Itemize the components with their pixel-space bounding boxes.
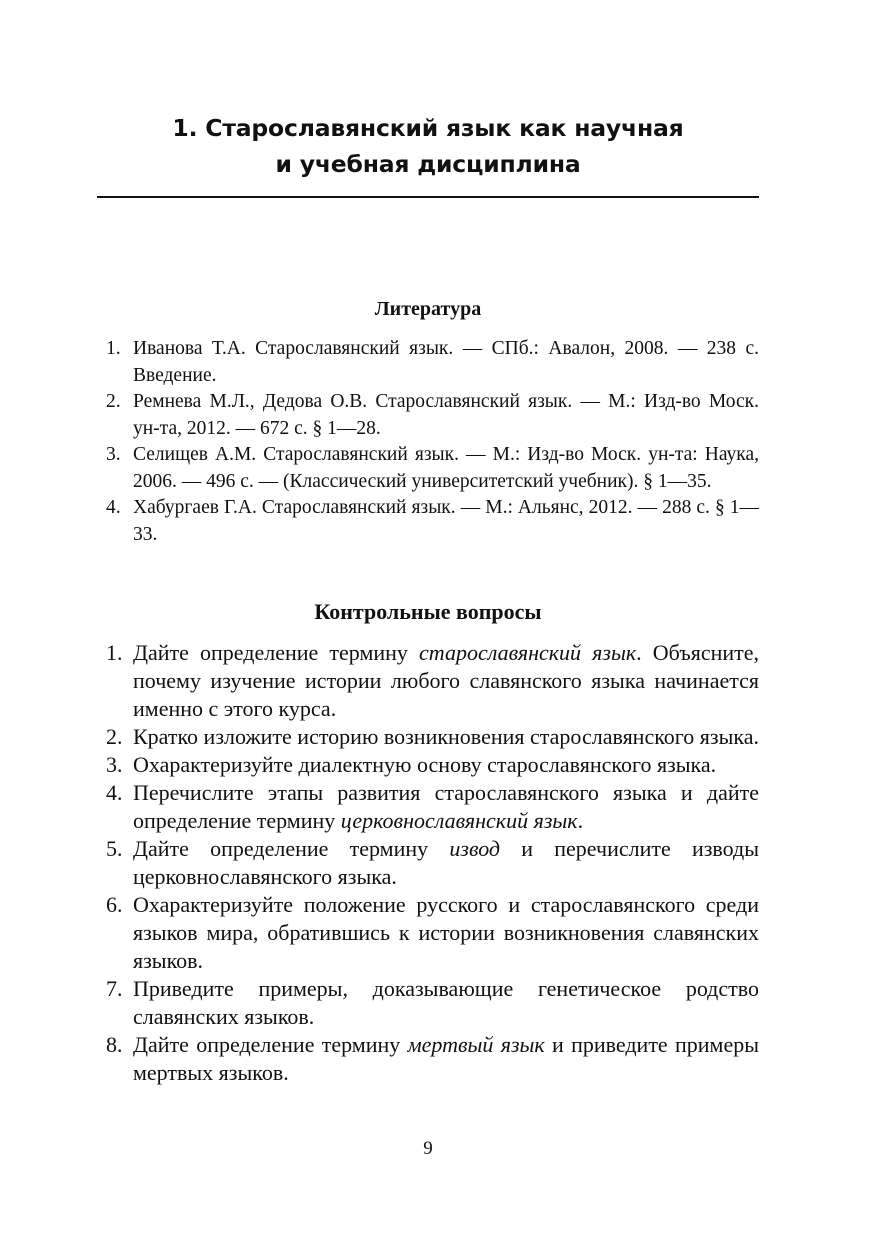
- literature-item-text: Селищев А.М. Старославянский язык. — М.: Изд-во Моск. ун-та: Наука, 2006. — 496 с. — (Классический университетский учебник). § 1—35.: [133, 444, 759, 492]
- question-term: церковнославянский язык: [340, 808, 578, 833]
- question-number: 2.: [106, 724, 123, 749]
- question-text-after: и перечислите изводы церковнославянского языка.: [133, 836, 759, 889]
- literature-list: [106, 336, 759, 548]
- literature-item-text: Иванова Т.А. Старославянский язык. — СПб.: Авалон, 2008. — 238 с. Введение.: [133, 338, 759, 386]
- question-text-after: и приведите примеры мертвых языков.: [133, 1032, 759, 1085]
- question-number: 8.: [106, 1032, 123, 1057]
- literature-item: [106, 389, 759, 442]
- literature-item-number: 2.: [106, 391, 121, 412]
- literature-item-text: Ремнева М.Л., Дедова О.В. Старославянский язык. — М.: Изд-во Моск. ун-та, 2012. — 672 с. § 1—28.: [133, 391, 759, 439]
- question-text: Охарактеризуйте положение русского и старославянского среди языков мира, обратившись к истории возникновения славянских языков.: [133, 892, 759, 973]
- question-text-before: Дайте определение термину: [133, 1032, 408, 1057]
- literature-item-text: Хабургаев Г.А. Старославянский язык. — М.: Альянс, 2012. — 288 с. § 1—33.: [133, 497, 759, 545]
- question-item: [106, 723, 759, 751]
- question-text-after: .: [577, 808, 584, 833]
- literature-item: [106, 336, 759, 389]
- question-number: 3.: [106, 752, 123, 777]
- question-item: [106, 891, 759, 975]
- literature-item-number: 1.: [106, 338, 121, 359]
- question-text: Охарактеризуйте диалектную основу старославянского языка.: [133, 752, 717, 777]
- question-text-before: Дайте определение термину: [133, 640, 420, 665]
- question-item: [106, 779, 759, 835]
- question-text-before: Дайте определение термину: [133, 836, 450, 861]
- questions-heading: Контрольные вопросы: [314, 599, 542, 624]
- question-item: [106, 975, 759, 1031]
- question-term: мертвый язык: [407, 1032, 545, 1057]
- question-number: 6.: [106, 892, 123, 917]
- question-text: Кратко изложите историю возникновения старославянского языка.: [133, 724, 759, 749]
- page-number: 9: [423, 1138, 433, 1159]
- title-rule: [97, 196, 759, 198]
- question-number: 1.: [106, 640, 123, 665]
- literature-item-number: 3.: [106, 444, 121, 465]
- question-number: 5.: [106, 836, 123, 861]
- question-term: старославянский язык: [419, 640, 637, 665]
- question-text-after: . Объясните, почему изучение истории любого славянского языка начинается именно с этого курса.: [133, 640, 760, 721]
- question-item: [106, 1031, 759, 1087]
- literature-heading: Литература: [374, 298, 482, 320]
- literature-item-number: 4.: [106, 497, 121, 518]
- question-number: 7.: [106, 976, 123, 1001]
- question-number: 4.: [106, 780, 123, 805]
- question-text-before: Перечислите этапы развития старославянского языка и дайте определение термину: [133, 780, 759, 833]
- chapter-title-line-2: и учебная дисциплина: [275, 150, 581, 178]
- literature-item: [106, 495, 759, 548]
- question-item: [106, 835, 759, 891]
- chapter-title: [97, 110, 759, 182]
- questions-list: [106, 639, 759, 1087]
- chapter-title-line-1: 1. Старославянский язык как научная: [172, 114, 684, 142]
- question-text: Приведите примеры, доказывающие генетическое родство славянских языков.: [133, 976, 759, 1029]
- question-item: [106, 639, 759, 723]
- question-item: [106, 751, 759, 779]
- literature-item: [106, 442, 759, 495]
- question-term: извод: [449, 836, 501, 861]
